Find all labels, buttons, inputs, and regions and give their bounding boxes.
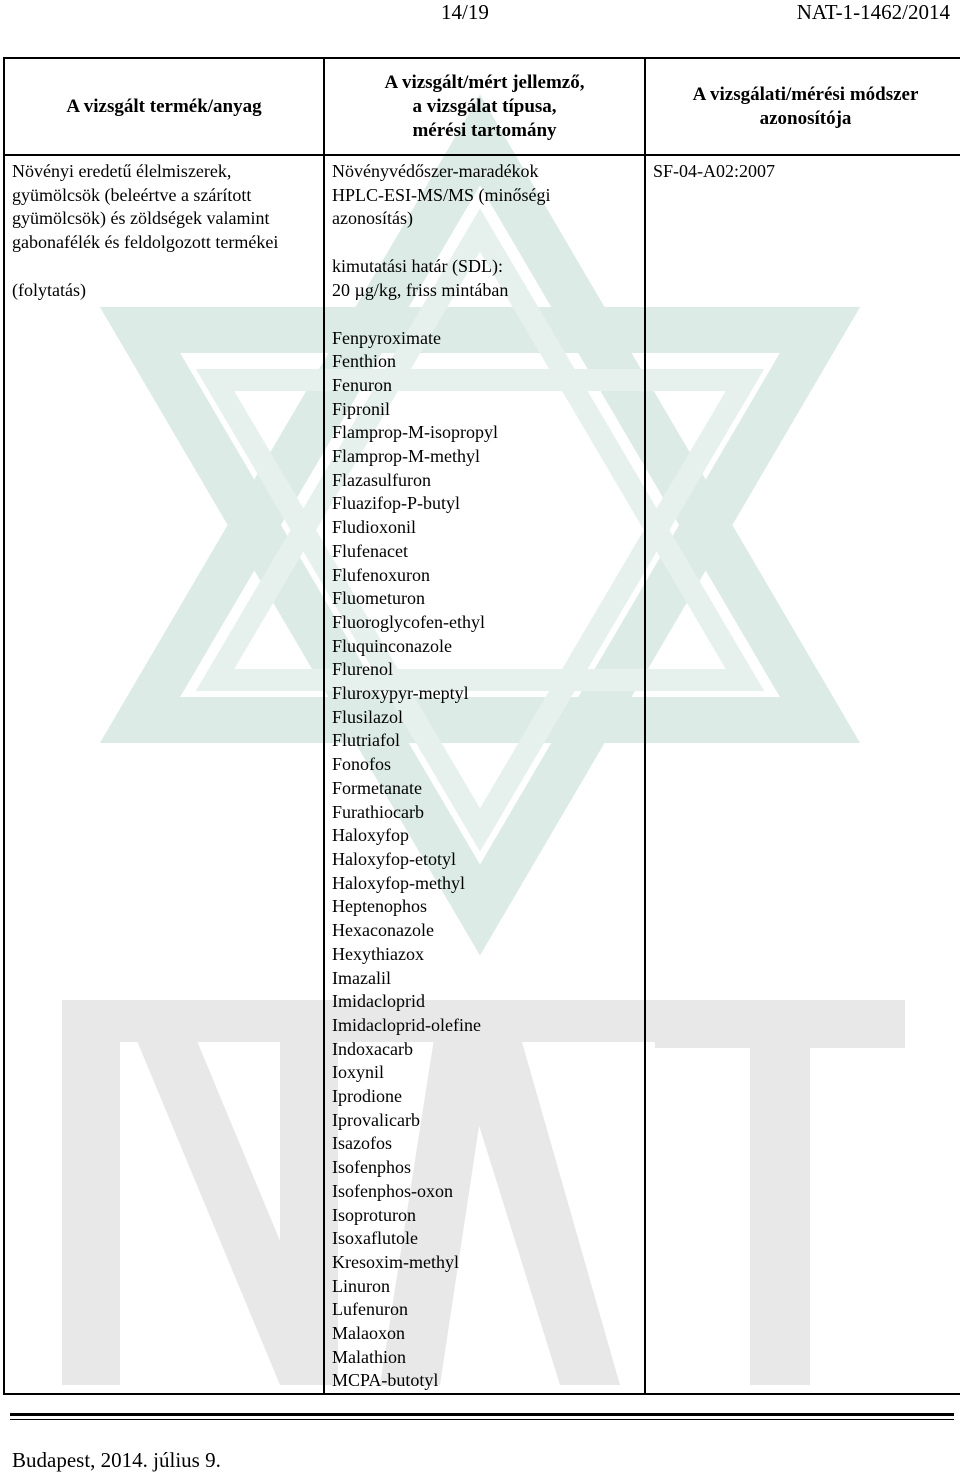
compound-list-item: Isoproturon — [332, 1204, 416, 1225]
compound-list-item: Flufenoxuron — [332, 564, 430, 585]
compound-list-item: Fluometuron — [332, 588, 425, 609]
product-line: gyümölcsök (beleértve a szárított — [12, 184, 252, 205]
cell-product — [4, 155, 324, 1394]
product-line: Növényi eredetű élelmiszerek, — [12, 161, 232, 181]
compound-list-item: Heptenophos — [332, 896, 427, 917]
compound-list-item: Isofenphos-oxon — [332, 1180, 453, 1201]
cell-method — [645, 155, 960, 1394]
compound-list-item: Iprodione — [332, 1086, 402, 1107]
footer-rule-thin — [10, 1419, 954, 1420]
compound-list-item: Iprovalicarb — [332, 1109, 420, 1130]
compound-list-item: Isofenphos — [332, 1157, 411, 1178]
page-number: 14/19 — [441, 0, 489, 24]
compound-list-item: Linuron — [332, 1275, 390, 1296]
compound-list-item: Flamprop-M-methyl — [332, 446, 480, 467]
compound-list-item: Flamprop-M-isopropyl — [332, 422, 498, 443]
header-method-text: A vizsgálati/mérési módszer azonosítója — [692, 83, 919, 129]
compound-list-item: Isazofos — [332, 1133, 392, 1154]
compound-list-item: Fluquinconazole — [332, 635, 452, 656]
compound-list-item: Fluoroglycofen-ethyl — [332, 611, 485, 632]
compound-list-item: Ioxynil — [332, 1062, 384, 1083]
table-header-row — [4, 58, 960, 155]
compound-list-item: Haloxyfop-methyl — [332, 872, 465, 893]
compound-list-item: Fenpyroximate — [332, 327, 441, 348]
product-line: gabonafélék és feldolgozott termékei — [12, 232, 279, 253]
detection-limit-line: kimutatási határ (SDL): — [332, 256, 503, 277]
compound-list-item: Lufenuron — [332, 1299, 408, 1320]
compound-list-item: Kresoxim-methyl — [332, 1251, 459, 1272]
compound-list-item: Isoxaflutole — [332, 1228, 418, 1249]
header-characteristic-text: A vizsgált/mért jellemző, a vizsgálat típusa, mérési tartomány — [384, 71, 585, 141]
characteristic-description — [325, 156, 644, 1393]
continued-note: (folytatás) — [12, 279, 86, 300]
compound-list-item: Flurenol — [332, 659, 393, 680]
compound-list-item: Fluroxypyr-meptyl — [332, 683, 469, 704]
compound-list-item: Fludioxonil — [332, 517, 417, 538]
compound-list-item: Imidacloprid-olefine — [332, 1014, 481, 1035]
accreditation-table — [3, 57, 960, 1395]
compound-list-item: Haloxyfop-etotyl — [332, 848, 456, 869]
compound-list-item: Malaoxon — [332, 1323, 405, 1344]
compound-list-item: Imidacloprid — [332, 991, 425, 1012]
product-description — [5, 156, 323, 303]
compound-list-item: Flufenacet — [332, 540, 408, 561]
compound-list-item: Fonofos — [332, 754, 392, 775]
compound-list-item: Hexythiazox — [332, 943, 424, 964]
compound-list-item: Flusilazol — [332, 706, 403, 727]
header-product — [4, 58, 324, 155]
compound-list-item: Haloxyfop — [332, 825, 409, 846]
characteristic-line: HPLC-ESI-MS/MS (minőségi — [332, 184, 551, 205]
compound-list-item: Flazasulfuron — [332, 469, 431, 490]
document-id: NAT-1-1462/2014 — [796, 0, 950, 24]
header-product-text: A vizsgált termék/anyag — [66, 95, 262, 117]
compound-list-item: MCPA-butotyl — [332, 1370, 439, 1391]
header-method — [645, 58, 960, 155]
table-row — [4, 155, 960, 1394]
characteristic-line: azonosítás) — [332, 208, 413, 229]
method-id: SF-04-A02:2007 — [653, 161, 776, 181]
characteristic-line: Növényvédőszer-maradékok — [332, 161, 539, 181]
compound-list-item: Indoxacarb — [332, 1038, 413, 1059]
footer-place-date: Budapest, 2014. július 9. — [12, 1448, 221, 1472]
header-characteristic — [324, 58, 645, 155]
compound-list-item: Flutriafol — [332, 730, 400, 751]
product-line: gyümölcsök) és zöldségek valamint — [12, 208, 270, 229]
compound-list-item: Fluazifop-P-butyl — [332, 493, 460, 514]
compound-list-item: Fenthion — [332, 351, 397, 372]
compound-list-item: Fenuron — [332, 374, 392, 395]
footer-rule-thick — [10, 1413, 954, 1416]
compound-list-item: Malathion — [332, 1346, 406, 1367]
detection-limit-line: 20 µg/kg, friss mintában — [332, 279, 509, 300]
compound-list-item: Furathiocarb — [332, 801, 424, 822]
compound-list-item: Hexaconazole — [332, 920, 434, 941]
compound-list-item: Formetanate — [332, 777, 422, 798]
compound-list-item: Imazalil — [332, 967, 391, 988]
cell-characteristic — [324, 155, 645, 1394]
compound-list-item: Fipronil — [332, 398, 391, 419]
